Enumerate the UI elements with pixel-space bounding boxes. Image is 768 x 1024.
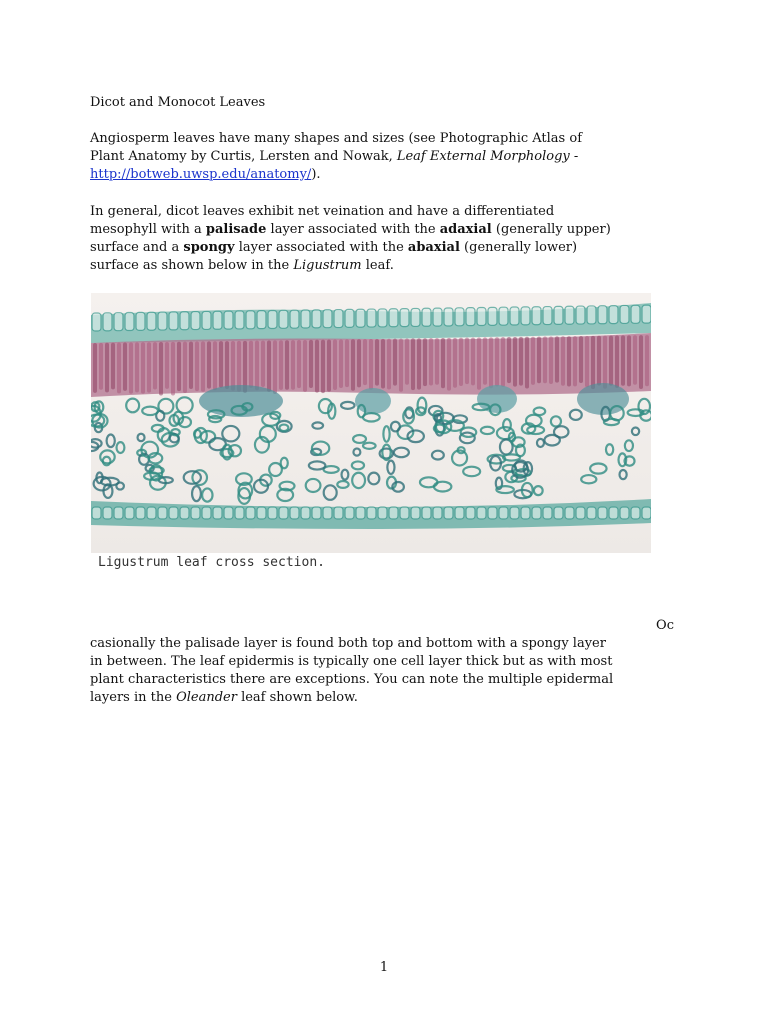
epidermis-cell	[576, 306, 585, 324]
palisade-cell	[645, 335, 649, 386]
epidermis-cell	[521, 307, 530, 325]
palisade-cell	[171, 342, 175, 396]
palisade-cell	[327, 340, 331, 392]
palisade-cell	[291, 340, 295, 390]
epidermis-cell	[378, 309, 387, 327]
page-number: 1	[379, 960, 389, 975]
epidermis-cell	[213, 507, 222, 519]
epidermis-cell	[455, 507, 464, 519]
epidermis-cell	[620, 305, 629, 323]
palisade-cell	[579, 336, 583, 383]
text-run: ).	[311, 167, 321, 182]
epidermis-cell	[290, 310, 299, 328]
palisade-cell	[399, 339, 403, 392]
epidermis-cell	[202, 311, 211, 329]
epidermis-cell	[422, 507, 431, 519]
epidermis-cell	[279, 507, 288, 519]
epidermis-cell	[246, 507, 255, 519]
palisade-cell	[273, 340, 277, 394]
text-run: layers in the	[90, 690, 177, 705]
palisade-cell	[429, 338, 433, 385]
palisade-cell	[591, 336, 595, 389]
palisade-cell	[345, 339, 349, 387]
italic-text: Leaf External Morphology	[396, 149, 570, 164]
epidermis-cell	[169, 312, 178, 330]
epidermis-cell	[367, 507, 376, 519]
epidermis-cell	[521, 507, 530, 519]
epidermis-cell	[268, 507, 277, 519]
epidermis-cell	[444, 308, 453, 326]
epidermis-cell	[235, 507, 244, 519]
epidermis-cell	[499, 507, 508, 519]
paragraph-line	[90, 148, 674, 166]
paragraph-line: Angiosperm leaves have many shapes and sizes (see Photographic Atlas of	[90, 131, 583, 146]
palisade-cell	[531, 337, 535, 385]
epidermis-cell	[477, 308, 486, 326]
epidermis-cell	[510, 307, 519, 325]
epidermis-cell	[180, 312, 189, 330]
anatomy-link[interactable]: http://botweb.uwsp.edu/anatomy/	[90, 167, 312, 182]
paragraph-line	[90, 221, 674, 239]
epidermis-cell	[180, 507, 189, 519]
text-run: mesophyll with a	[90, 222, 206, 237]
palisade-cell	[303, 340, 307, 392]
palisade-cell	[321, 340, 325, 393]
palisade-cell	[561, 336, 565, 386]
epidermis-cell	[257, 311, 266, 329]
vascular-bundle	[477, 385, 517, 413]
text-run: leaf shown below.	[236, 690, 358, 705]
italic-text: Oleander	[176, 690, 237, 705]
palisade-cell	[483, 337, 487, 384]
palisade-cell	[549, 336, 553, 383]
epidermis-cell	[158, 507, 167, 519]
text-run: (generally lower)	[459, 240, 578, 255]
palisade-cell	[633, 335, 637, 385]
epidermis-cell	[191, 507, 200, 519]
epidermis-cell	[312, 507, 321, 519]
italic-text: Ligustrum	[293, 258, 362, 273]
text-run: surface and a	[90, 240, 184, 255]
epidermis-cell	[532, 307, 541, 325]
epidermis-cell	[279, 310, 288, 328]
epidermis-cell	[543, 507, 552, 519]
palisade-cell	[231, 341, 235, 391]
paragraph-line: In general, dicot leaves exhibit net veination and have a differentiated	[90, 204, 555, 219]
vascular-bundle	[355, 388, 391, 414]
palisade-cell	[285, 340, 289, 390]
epidermis-cell	[345, 309, 354, 327]
epidermis-cell	[433, 507, 442, 519]
text-run: layer associated with the	[266, 222, 440, 237]
palisade-cell	[111, 343, 115, 390]
epidermis-cell	[411, 507, 420, 519]
palisade-cell	[261, 341, 265, 387]
palisade-cell	[357, 339, 361, 387]
palisade-cell	[219, 341, 223, 388]
palisade-cell	[363, 339, 367, 385]
palisade-cell	[441, 338, 445, 388]
palisade-cell	[381, 339, 385, 389]
epidermis-cell	[532, 507, 541, 519]
palisade-cell	[309, 340, 313, 388]
palisade-cell	[555, 336, 559, 382]
epidermis-cell	[114, 507, 123, 519]
epidermis-cell	[268, 310, 277, 328]
epidermis-cell	[488, 307, 497, 325]
palisade-cell	[537, 337, 541, 384]
epidermis-cell	[631, 305, 640, 323]
palisade-cell	[177, 342, 181, 391]
paragraph-line: Oc	[656, 618, 674, 633]
text-run: Plant Anatomy by Curtis, Lersten and Nowak,	[90, 149, 397, 164]
epidermis-cell	[554, 306, 563, 324]
text-run: leaf.	[361, 258, 394, 273]
epidermis-cell	[356, 309, 365, 327]
paragraph-line: plant characteristics there are exceptions. You can note the multiple epidermal	[90, 672, 614, 687]
epidermis-cell	[125, 313, 134, 331]
palisade-cell	[117, 343, 121, 394]
epidermis-cell	[609, 507, 618, 519]
epidermis-cell	[587, 306, 596, 324]
epidermis-cell	[389, 309, 398, 327]
palisade-cell	[159, 342, 163, 396]
palisade-cell	[165, 342, 169, 389]
epidermis-cell	[444, 507, 453, 519]
palisade-cell	[105, 343, 109, 393]
palisade-cell	[153, 342, 157, 389]
epidermis-cell	[587, 507, 596, 519]
palisade-cell	[405, 339, 409, 385]
text-run: -	[569, 149, 579, 164]
bold-term-adaxial: adaxial	[439, 222, 492, 237]
epidermis-cell	[411, 308, 420, 326]
epidermis-cell	[620, 507, 629, 519]
palisade-cell	[99, 343, 103, 390]
palisade-cell	[627, 335, 631, 386]
palisade-cell	[195, 342, 199, 392]
palisade-cell	[471, 338, 475, 386]
epidermis-cell	[378, 507, 387, 519]
figure-caption-strip	[91, 553, 651, 575]
palisade-cell	[189, 342, 193, 389]
epidermis-cell	[235, 311, 244, 329]
palisade-cell	[387, 339, 391, 390]
palisade-cell	[621, 335, 625, 385]
epidermis-cell	[631, 507, 640, 519]
epidermis-cell	[334, 507, 343, 519]
palisade-cell	[465, 338, 469, 385]
epidermis-cell	[257, 507, 266, 519]
palisade-cell	[141, 342, 145, 393]
epidermis-cell	[136, 312, 145, 330]
epidermis-cell	[642, 507, 651, 519]
epidermis-cell	[356, 507, 365, 519]
palisade-cell	[393, 339, 397, 386]
page-title: Dicot and Monocot Leaves	[90, 95, 266, 110]
palisade-cell	[333, 340, 337, 390]
palisade-cell	[225, 341, 229, 389]
paragraph-dicot	[90, 203, 674, 275]
palisade-cell	[315, 340, 319, 393]
epidermis-cell	[510, 507, 519, 519]
epidermis-cell	[312, 310, 321, 328]
epidermis-cell	[246, 311, 255, 329]
epidermis-cell	[499, 307, 508, 325]
epidermis-cell	[224, 507, 233, 519]
bold-term-palisade: palisade	[205, 222, 267, 237]
epidermis-cell	[158, 312, 167, 330]
epidermis-cell	[642, 305, 651, 323]
figure-caption: Ligustrum leaf cross section.	[98, 555, 325, 570]
paragraph-line	[90, 257, 674, 275]
palisade-cell	[201, 341, 205, 391]
palisade-cell	[267, 340, 271, 391]
epidermis-cell	[455, 308, 464, 326]
bold-term-abaxial: abaxial	[407, 240, 460, 255]
epidermis-cell	[598, 507, 607, 519]
palisade-cell	[459, 338, 463, 386]
palisade-cell	[207, 341, 211, 388]
palisade-cell	[585, 336, 589, 387]
epidermis-cell	[345, 507, 354, 519]
text-run: surface as shown below in the	[90, 258, 294, 273]
epidermis-cell	[422, 308, 431, 326]
text-run: layer associated with the	[234, 240, 408, 255]
palisade-cell	[93, 343, 97, 393]
epidermis-cell	[433, 308, 442, 326]
text-run: (generally upper)	[491, 222, 611, 237]
palisade-cell	[447, 338, 451, 391]
palisade-cell	[255, 341, 259, 391]
epidermis-cell	[224, 311, 233, 329]
epidermis-cell	[576, 507, 585, 519]
palisade-cell	[615, 336, 619, 388]
epidermis-cell	[92, 507, 101, 519]
palisade-cell	[543, 337, 547, 384]
epidermis-cell	[466, 308, 475, 326]
epidermis-cell	[400, 309, 409, 327]
epidermis-cell	[290, 507, 299, 519]
palisade-cell	[297, 340, 301, 388]
epidermis-cell	[565, 306, 574, 324]
palisade-cell	[279, 340, 283, 390]
palisade-cell	[573, 336, 577, 386]
palisade-cell	[183, 342, 187, 393]
palisade-cell	[351, 339, 355, 390]
epidermis-cell	[400, 507, 409, 519]
epidermis-cell	[323, 310, 332, 328]
paragraph-intro	[90, 130, 674, 184]
epidermis-cell	[389, 507, 398, 519]
palisade-cell	[567, 336, 571, 386]
epidermis-cell	[169, 507, 178, 519]
palisade-cell	[135, 342, 139, 392]
palisade-cell	[375, 339, 379, 386]
paragraph-line: in between. The leaf epidermis is typically one cell layer thick but as with most	[90, 654, 613, 669]
paragraph-line: casionally the palisade layer is found both top and bottom with a spongy layer	[90, 636, 606, 651]
epidermis-cell	[213, 311, 222, 329]
palisade-cell	[495, 337, 499, 386]
palisade-cell	[489, 337, 493, 388]
epidermis-cell	[598, 306, 607, 324]
palisade-cell	[477, 337, 481, 389]
epidermis-cell	[301, 310, 310, 328]
paragraph-line	[90, 166, 674, 184]
micrograph-illustration	[91, 293, 651, 553]
epidermis-cell	[367, 309, 376, 327]
palisade-cell	[213, 341, 217, 390]
epidermis-cell	[334, 310, 343, 328]
epidermis-cell	[114, 313, 123, 331]
palisade-cell	[597, 336, 601, 386]
palisade-cell	[147, 342, 151, 392]
palisade-cell	[513, 337, 517, 387]
palisade-cell	[123, 343, 127, 391]
paragraph-line	[90, 689, 674, 707]
leaf-cross-section-image	[91, 293, 651, 553]
epidermis-cell	[125, 507, 134, 519]
palisade-cell	[411, 338, 415, 390]
palisade-cell	[435, 338, 439, 385]
epidermis-cell	[554, 507, 563, 519]
palisade-cell	[603, 336, 607, 389]
palisade-cell	[501, 337, 505, 387]
palisade-cell	[417, 338, 421, 389]
bold-term-spongy: spongy	[183, 240, 235, 255]
epidermis-cell	[92, 313, 101, 331]
palisade-cell	[369, 339, 373, 390]
epidermis-cell	[609, 306, 618, 324]
palisade-cell	[519, 337, 523, 386]
palisade-cell	[525, 337, 529, 389]
epidermis-cell	[202, 507, 211, 519]
epidermis-cell	[543, 307, 552, 325]
epidermis-cell	[488, 507, 497, 519]
palisade-cell	[639, 335, 643, 389]
vascular-bundle	[199, 385, 283, 417]
palisade-cell	[129, 342, 133, 393]
epidermis-cell	[136, 507, 145, 519]
epidermis-cell	[301, 507, 310, 519]
palisade-cell	[423, 338, 427, 386]
palisade-cell	[507, 337, 511, 383]
epidermis-cell	[477, 507, 486, 519]
palisade-cell	[237, 341, 241, 392]
epidermis-cell	[466, 507, 475, 519]
palisade-cell	[453, 338, 457, 388]
palisade-cell	[249, 341, 253, 388]
epidermis-cell	[147, 507, 156, 519]
epidermis-cell	[191, 312, 200, 330]
palisade-cell	[339, 339, 343, 388]
epidermis-cell	[103, 507, 112, 519]
epidermis-cell	[565, 507, 574, 519]
paragraph-epidermis	[90, 617, 674, 707]
epidermis-cell	[103, 313, 112, 331]
epidermis-cell	[323, 507, 332, 519]
palisade-cell	[609, 336, 613, 386]
epidermis-cell	[147, 312, 156, 330]
paragraph-line	[90, 239, 674, 257]
